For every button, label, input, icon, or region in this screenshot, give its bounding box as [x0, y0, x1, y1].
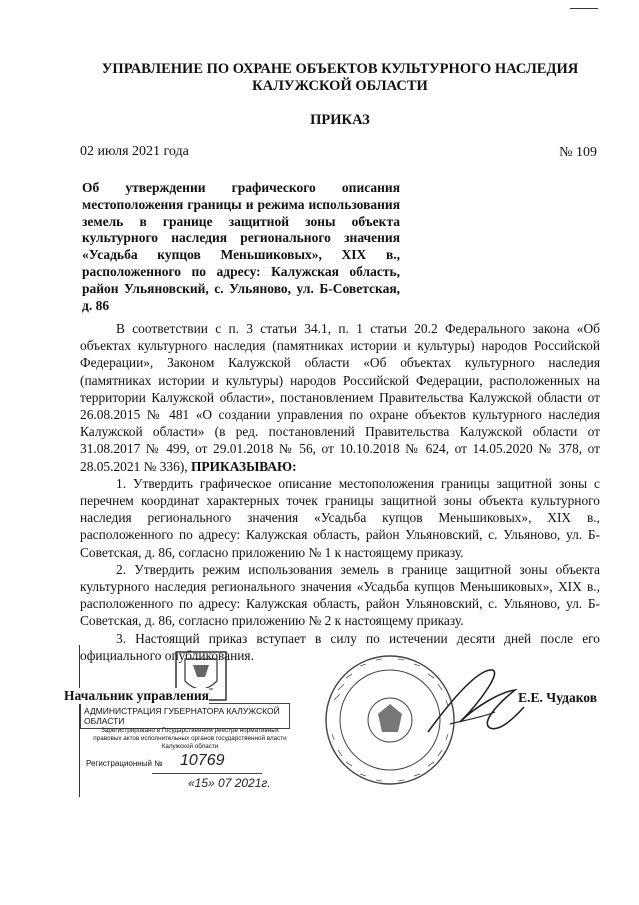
- order-item-3: 3. Настоящий приказ вступает в силу по истечении десяти дней после его официального опубликования.: [80, 630, 600, 663]
- stamp-reg-number: 10769: [180, 752, 225, 769]
- stamp-reg-label: Регистрационный №: [86, 759, 163, 768]
- preamble-text: В соответствии с п. 3 статьи 34.1, п. 1 статьи 20.2 Федерального закона «Об объектах культурного наследия (памятниках истории и культуры) народов Российской Федерации», Законом Калужской области «Об объектах культурного наследия (памятниках истории и культуры) народов Российской Федерации, расположенных на территории Калужской области», постановлением Правительства Калужской области от 26.08.2015 № 481 «О создании управления по охране объектов культурного наследия Калужской области» (в ред. постановлений Правительства Калужской области от 31.08.2017 № 499, от 29.01.2018 № 56, от 10.10.2018 № 624, от 14.05.2020 № 378, от 28.05.2021 № 336),: [80, 321, 600, 474]
- top-edge-mark: [570, 8, 598, 9]
- order-item-2: 2. Утвердить режим использования земель в границе защитной зоны объекта культурного наследия регионального значения «Усадьба купцов Меньшиковых», XIX в., расположенного по адресу: Калужская область, район Ульяновский, с. Ульяново, ул. Б-Советская, д. 86, согласно приложению № 2 к настоящему приказу.: [80, 561, 600, 629]
- document-number: № 109: [559, 145, 597, 160]
- stamp-underline: [152, 773, 262, 774]
- stamp-reg-date: «15» 07 2021г.: [188, 776, 271, 790]
- stamp-registration-text: Зарегистрировано в Государственном реестре нормативных правовых актов исполнительных органов государственной власти Калужской области: [93, 727, 287, 750]
- document-body: [80, 320, 600, 664]
- document-subject: Об утверждении графического описания местоположения границы и режима использования земель в границе защитной зоны объекта культурного наследия регионального значения «Усадьба купцов Меньшиковых», XIX в., расположенного по адресу: Калужская область, район Ульяновский, с. Ульяново, ул. Б-Советская, д. 86: [82, 180, 400, 313]
- document-date: 02 июля 2021 года: [80, 144, 189, 159]
- order-word: ПРИКАЗЫВАЮ:: [190, 458, 297, 474]
- org-line-1: УПРАВЛЕНИЕ ПО ОХРАНЕ ОБЪЕКТОВ КУЛЬТУРНОГО НАСЛЕДИЯ: [101, 61, 579, 77]
- org-line-2: КАЛУЖСКОЙ ОБЛАСТИ: [252, 78, 428, 94]
- order-item-1: 1. Утвердить графическое описание местоположения границы защитной зоны с перечнем координат характерных точек границы защитной зоны объекта культурного наследия регионального значения «Усадьба купцов Меньшиковых», XIX в., расположенного по адресу: Калужская область, район Ульяновский, с. Ульяново, ул. Б-Советская, д. 86, согласно приложению № 1 к настоящему приказу.: [80, 475, 600, 560]
- preamble-paragraph: [80, 320, 600, 475]
- signer-position: Начальник управления: [64, 688, 209, 703]
- registration-stamp: [79, 645, 295, 797]
- organization-name: [60, 61, 620, 95]
- handwritten-signature-icon: [420, 662, 530, 752]
- stamp-header: АДМИНИСТРАЦИЯ ГУБЕРНАТОРА КАЛУЖСКОЙ ОБЛАСТИ: [80, 703, 290, 729]
- document-type: ПРИКАЗ: [310, 112, 370, 128]
- signer-name: Е.Е. Чудаков: [518, 690, 597, 705]
